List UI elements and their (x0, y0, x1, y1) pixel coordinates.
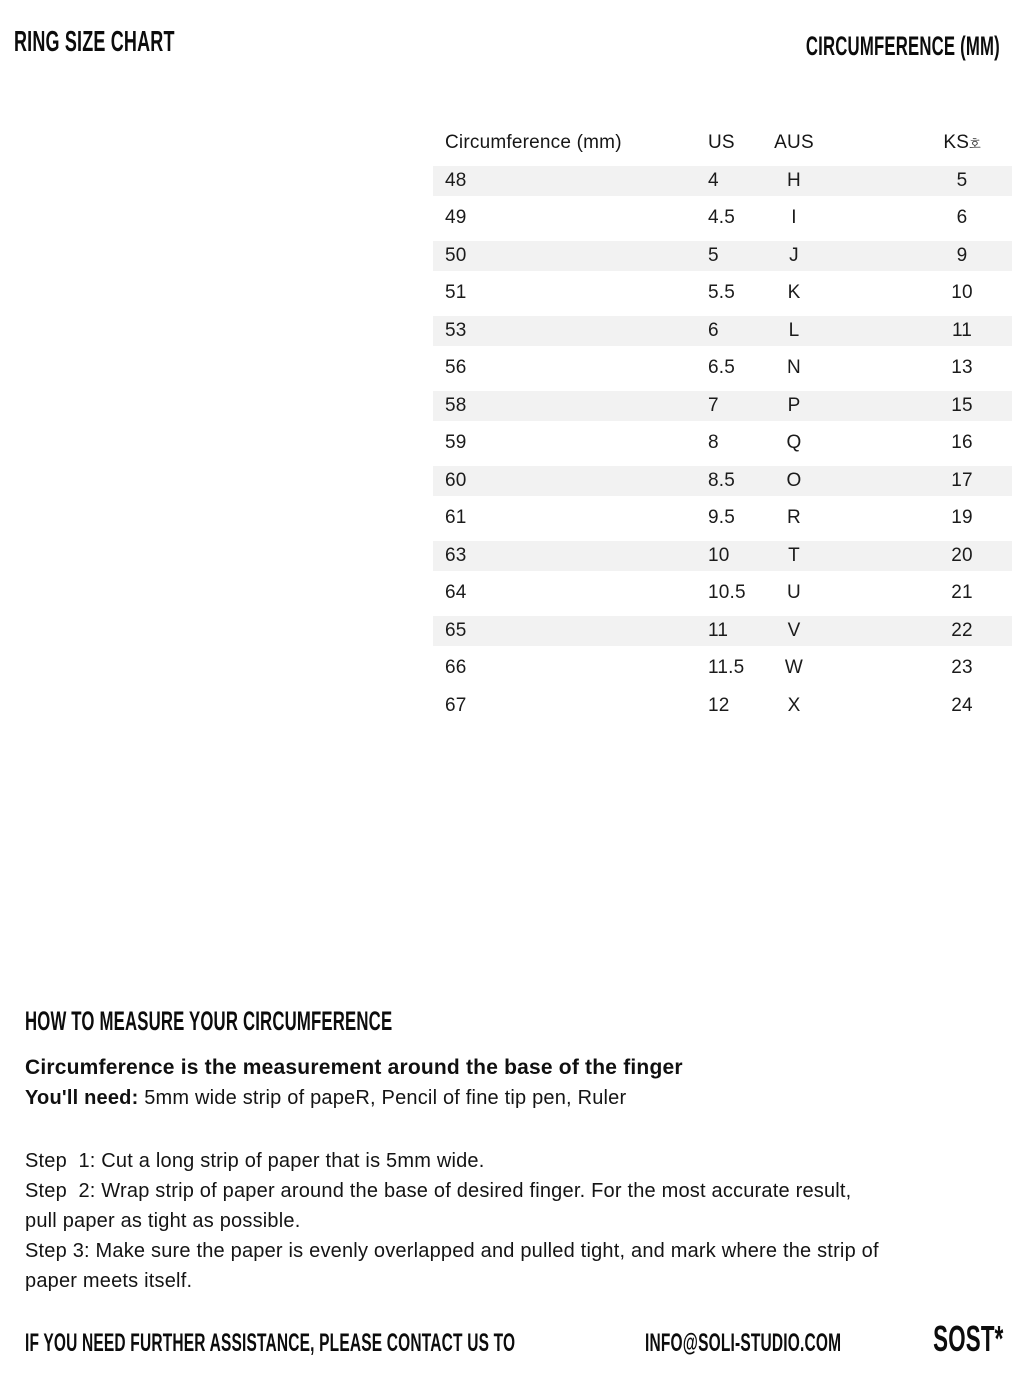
footer-assistance-text: IF YOU NEED FURTHER ASSISTANCE, PLEASE CONTACT US TO (25, 1329, 516, 1357)
cell-circumference: 63 (445, 544, 467, 566)
cell-ks: 6 (956, 207, 968, 228)
cell-ks: 17 (951, 469, 973, 491)
cell-us: 5.5 (708, 282, 736, 303)
cell-circumference: 67 (445, 694, 467, 716)
cell-us: 7 (708, 394, 719, 416)
ring-size-table (433, 128, 1012, 728)
cell-us: 8 (708, 432, 719, 453)
table-row (433, 616, 1012, 646)
footer-email: INFO@SOLI-STUDIO.COM (645, 1329, 842, 1357)
table-row (433, 428, 1012, 458)
howto-need-label: You'll need: (25, 1087, 139, 1109)
footer (0, 1316, 1024, 1366)
cell-ks: 13 (951, 357, 973, 378)
cell-aus: V (787, 619, 801, 641)
cell-aus: H (787, 169, 801, 191)
cell-ks: 20 (951, 544, 973, 566)
howto-step-line: Step 2: Wrap strip of paper around the base of desired finger. For the most accurate result, (25, 1180, 852, 1202)
cell-us: 6 (708, 319, 719, 341)
table-row (433, 653, 1012, 683)
cell-circumference: 60 (445, 469, 467, 491)
col-header-us: US (708, 132, 735, 153)
col-header-circumference: Circumference (mm) (445, 132, 622, 153)
cell-aus: Q (786, 432, 802, 453)
table-row (433, 241, 1012, 271)
cell-circumference: 58 (445, 394, 467, 416)
howto-step-line: Step 3: Make sure the paper is evenly overlapped and pulled tight, and mark where the strip of (25, 1240, 879, 1262)
cell-us: 5 (708, 244, 719, 266)
cell-circumference: 61 (445, 507, 467, 528)
cell-aus: J (789, 244, 799, 266)
howto-step (25, 1236, 993, 1296)
cell-aus: X (787, 694, 801, 716)
howto-step (25, 1176, 993, 1236)
cell-circumference: 49 (445, 207, 467, 228)
table-header-row (433, 128, 1012, 158)
howto-intro: Circumference is the measurement around the base of the finger (25, 1056, 683, 1079)
cell-circumference: 66 (445, 657, 467, 678)
table-row (433, 391, 1012, 421)
cell-circumference: 50 (445, 244, 467, 266)
col-header-aus: AUS (774, 132, 814, 153)
cell-aus: N (787, 357, 801, 378)
cell-aus: W (784, 657, 804, 678)
howto-step-line: Step 1: Cut a long strip of paper that is 5mm wide. (25, 1150, 485, 1172)
ks-hangul-suffix: 호 (969, 137, 981, 151)
cell-us: 9.5 (708, 507, 736, 528)
table-row (433, 316, 1012, 346)
page-title: RING SIZE CHART (14, 26, 175, 58)
page-title-right: CIRCUMFERENCE (MM) (806, 31, 1000, 61)
howto-step-line: paper meets itself. (25, 1270, 193, 1292)
cell-aus: T (788, 544, 800, 566)
table-row (433, 691, 1012, 721)
howto-step (25, 1146, 993, 1176)
cell-ks: 11 (951, 319, 973, 341)
cell-aus: U (787, 582, 801, 603)
cell-circumference: 65 (445, 619, 467, 641)
table-row (433, 578, 1012, 608)
table-row (433, 278, 1012, 308)
brand-logo: SOST* (933, 1318, 1004, 1359)
table-row (433, 466, 1012, 496)
howto-heading: HOW TO MEASURE YOUR CIRCUMFERENCE (25, 1006, 393, 1036)
cell-ks: 21 (951, 582, 973, 603)
cell-aus: R (787, 507, 801, 528)
cell-aus: O (786, 469, 802, 491)
cell-circumference: 48 (445, 169, 467, 191)
cell-ks: 5 (956, 169, 968, 191)
howto-section (25, 1006, 993, 1296)
spacer (25, 1114, 993, 1146)
cell-us: 11 (708, 619, 729, 641)
cell-ks: 19 (951, 507, 973, 528)
cell-ks: 24 (951, 694, 973, 716)
cell-us: 12 (708, 694, 730, 716)
howto-need-items: 5mm wide strip of papeR, Pencil of fine tip pen, Ruler (138, 1087, 627, 1109)
cell-ks: 9 (956, 244, 968, 266)
cell-circumference: 53 (445, 319, 467, 341)
cell-us: 4.5 (708, 207, 736, 228)
table-row (433, 353, 1012, 383)
cell-ks: 16 (951, 432, 973, 453)
cell-ks: 15 (951, 394, 973, 416)
cell-circumference: 56 (445, 357, 467, 378)
cell-ks: 10 (951, 282, 973, 303)
table-row (433, 503, 1012, 533)
howto-need-line (25, 1083, 993, 1114)
cell-ks: 23 (951, 657, 973, 678)
cell-us: 11.5 (708, 657, 745, 678)
cell-aus: K (787, 282, 801, 303)
cell-circumference: 51 (445, 282, 467, 303)
cell-circumference: 64 (445, 582, 467, 603)
cell-us: 10 (708, 544, 730, 566)
col-header-ks: KS호 (943, 132, 981, 153)
cell-aus: P (787, 394, 801, 416)
cell-us: 8.5 (708, 469, 736, 491)
howto-step-line: pull paper as tight as possible. (25, 1210, 301, 1232)
table-row (433, 203, 1012, 233)
table-body (433, 166, 1012, 721)
cell-circumference: 59 (445, 432, 467, 453)
table-row (433, 541, 1012, 571)
cell-ks: 22 (951, 619, 973, 641)
cell-us: 6.5 (708, 357, 736, 378)
cell-us: 10.5 (708, 582, 746, 603)
cell-aus: I (791, 207, 797, 228)
cell-aus: L (788, 319, 800, 341)
howto-steps (25, 1146, 993, 1296)
table-row (433, 166, 1012, 196)
cell-us: 4 (708, 169, 719, 191)
